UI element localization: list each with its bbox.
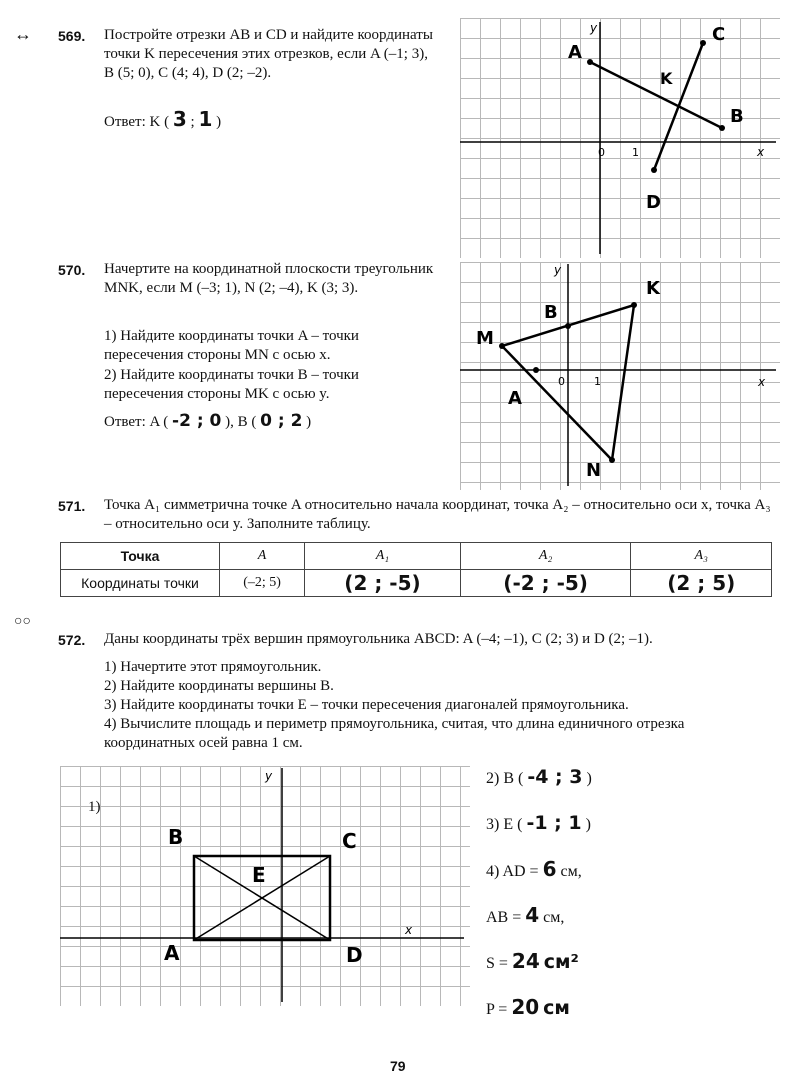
margin-arrow-marker: ↔ xyxy=(14,24,32,44)
list-item: 2) Найдите координаты вершины B. xyxy=(104,678,334,694)
answer-prefix: Ответ: K ( xyxy=(104,114,170,130)
axis-y-label: y xyxy=(265,769,273,783)
table-cell-answer: (2 ; -5) xyxy=(305,570,461,597)
table-cell-answer: (-2 ; -5) xyxy=(460,570,631,597)
point-a-label: A xyxy=(508,388,522,409)
point-k-label: K xyxy=(660,69,673,88)
point-a-label: A xyxy=(164,941,180,965)
table-header-row xyxy=(61,543,772,570)
answer-s-row xyxy=(486,949,786,998)
answer-unit: см xyxy=(543,997,570,1019)
table-header-cell: A₁ xyxy=(305,543,461,570)
answer-a: -2 ; 0 xyxy=(172,411,222,431)
answer-label: P = xyxy=(486,1001,508,1018)
answer-value: -4 ; 3 xyxy=(527,766,583,788)
point-d-label: D xyxy=(346,943,363,967)
table-header-cell: Точка xyxy=(61,543,220,570)
answer-unit: см, xyxy=(560,863,582,880)
axis-y-label: y xyxy=(590,21,598,35)
segment-ab xyxy=(590,62,722,128)
problem-572-items xyxy=(104,658,774,753)
margin-circle-marker: ○○ xyxy=(14,614,31,629)
problem-570-q1: 1) Найдите координаты точки A – точки пересечения стороны MN с осью x. xyxy=(104,328,359,363)
unit-label: 1 xyxy=(594,375,601,388)
point-a-label: A xyxy=(568,42,582,63)
problem-569-answer: Ответ: K ( 3 ; 1 ) xyxy=(104,107,222,131)
answer-k-x: 3 xyxy=(172,107,187,131)
axis-x-label: x xyxy=(758,375,766,389)
origin-label: 0 xyxy=(598,146,605,159)
point-c-label: C xyxy=(342,829,357,853)
answer-value: 20 xyxy=(511,995,540,1019)
grid-item-label: 1) xyxy=(88,799,101,815)
answer-p-row xyxy=(486,995,786,1044)
list-item: 3) Найдите координаты точки E – точки пересечения диагоналей прямоугольника. xyxy=(104,697,629,713)
list-item: 4) Вычислите площадь и периметр прямоугольника, считая, что длина единичного отрезка координатных осей равна 1 см. xyxy=(104,716,685,751)
problem-570-intro: Начертите на координатной плоскости треугольник MNK, если M (–3; 1), N (2; –4), K (3; 3). xyxy=(104,261,434,296)
answer-unit: см, xyxy=(543,909,565,926)
answer-unit: см² xyxy=(543,951,579,973)
problem-571-text: Точка A₁ симметрична точке A относительно начала координат, точка A₂ – относительно оси x, точка A₃ – относительно оси y. Заполните таблицу. xyxy=(104,497,771,532)
point-c-label: C xyxy=(712,24,726,45)
problem-572-answers xyxy=(486,768,786,1044)
point-b-label: B xyxy=(168,825,184,849)
graph-572 xyxy=(60,766,470,1006)
answer-label: 4) AD = xyxy=(486,863,539,880)
graph-570 xyxy=(460,262,780,490)
segment-cd xyxy=(654,43,703,170)
answer-e-row xyxy=(486,814,786,860)
answer-prefix: Ответ: A ( xyxy=(104,414,169,430)
point-e-label: E xyxy=(252,863,266,887)
table-row xyxy=(61,570,772,597)
origin-label: 0 xyxy=(558,375,565,388)
axis-x-label: x xyxy=(757,145,765,159)
answer-b-row xyxy=(486,768,786,814)
problem-572-number: 572. xyxy=(58,632,86,648)
page-number: 79 xyxy=(390,1058,406,1074)
point-d-label: D xyxy=(646,192,661,213)
list-item: 1) Начертите этот прямоугольник. xyxy=(104,659,322,675)
answer-value: -1 ; 1 xyxy=(526,812,582,834)
table-row-label: Координаты точки xyxy=(61,570,220,597)
point-m-label: M xyxy=(476,328,494,349)
table-header-cell: A₃ xyxy=(631,543,772,570)
answer-suffix: ) xyxy=(306,414,312,430)
problem-572-text: Даны координаты трёх вершин прямоугольника ABCD: A (–4; –1), C (2; 3) и D (2; –1). xyxy=(104,631,653,647)
answer-suffix: ) xyxy=(216,114,222,130)
answer-value: 4 xyxy=(525,903,540,927)
answer-k-y: 1 xyxy=(198,107,213,131)
axis-x-label: x xyxy=(405,923,413,937)
table-cell-answer: (2 ; 5) xyxy=(631,570,772,597)
answer-value: 24 xyxy=(511,949,540,973)
point-b-label: B xyxy=(730,106,744,127)
answer-label: S = xyxy=(486,955,508,972)
answer-ab-row xyxy=(486,903,786,952)
problem-569-text: Постройте отрезки AB и CD и найдите координаты точки K пересечения этих отрезков, если A (–1; 3), B (5; 0), C (4; 4), D (2; –2). xyxy=(104,27,433,81)
problem-570-number: 570. xyxy=(58,262,86,278)
answer-close: ) xyxy=(585,816,591,833)
answer-b: 0 ; 2 xyxy=(260,411,303,431)
table-header-cell: A xyxy=(220,543,305,570)
answer-close: ) xyxy=(586,770,592,787)
problem-571-number: 571. xyxy=(58,498,86,514)
table-cell-given: (–2; 5) xyxy=(220,570,305,597)
axis-y-label: y xyxy=(554,263,562,277)
point-b-label: B xyxy=(544,302,558,323)
problem-569-number: 569. xyxy=(58,28,86,44)
table-571 xyxy=(60,542,772,597)
point-k-label: K xyxy=(646,278,660,299)
graph-569 xyxy=(460,18,780,258)
answer-label: 3) E ( xyxy=(486,816,523,833)
answer-mid: ), B ( xyxy=(225,414,257,430)
answer-label: 2) B ( xyxy=(486,770,524,787)
point-n-label: N xyxy=(586,460,602,481)
problem-570-q2: 2) Найдите координаты точки B – точки пересечения стороны MK с осью y. xyxy=(104,367,359,402)
problem-570-answer xyxy=(104,412,444,432)
unit-label: 1 xyxy=(632,146,639,159)
answer-value: 6 xyxy=(542,857,557,881)
answer-label: AB = xyxy=(486,909,522,926)
answer-ad-row xyxy=(486,857,786,906)
table-header-cell: A₂ xyxy=(460,543,631,570)
